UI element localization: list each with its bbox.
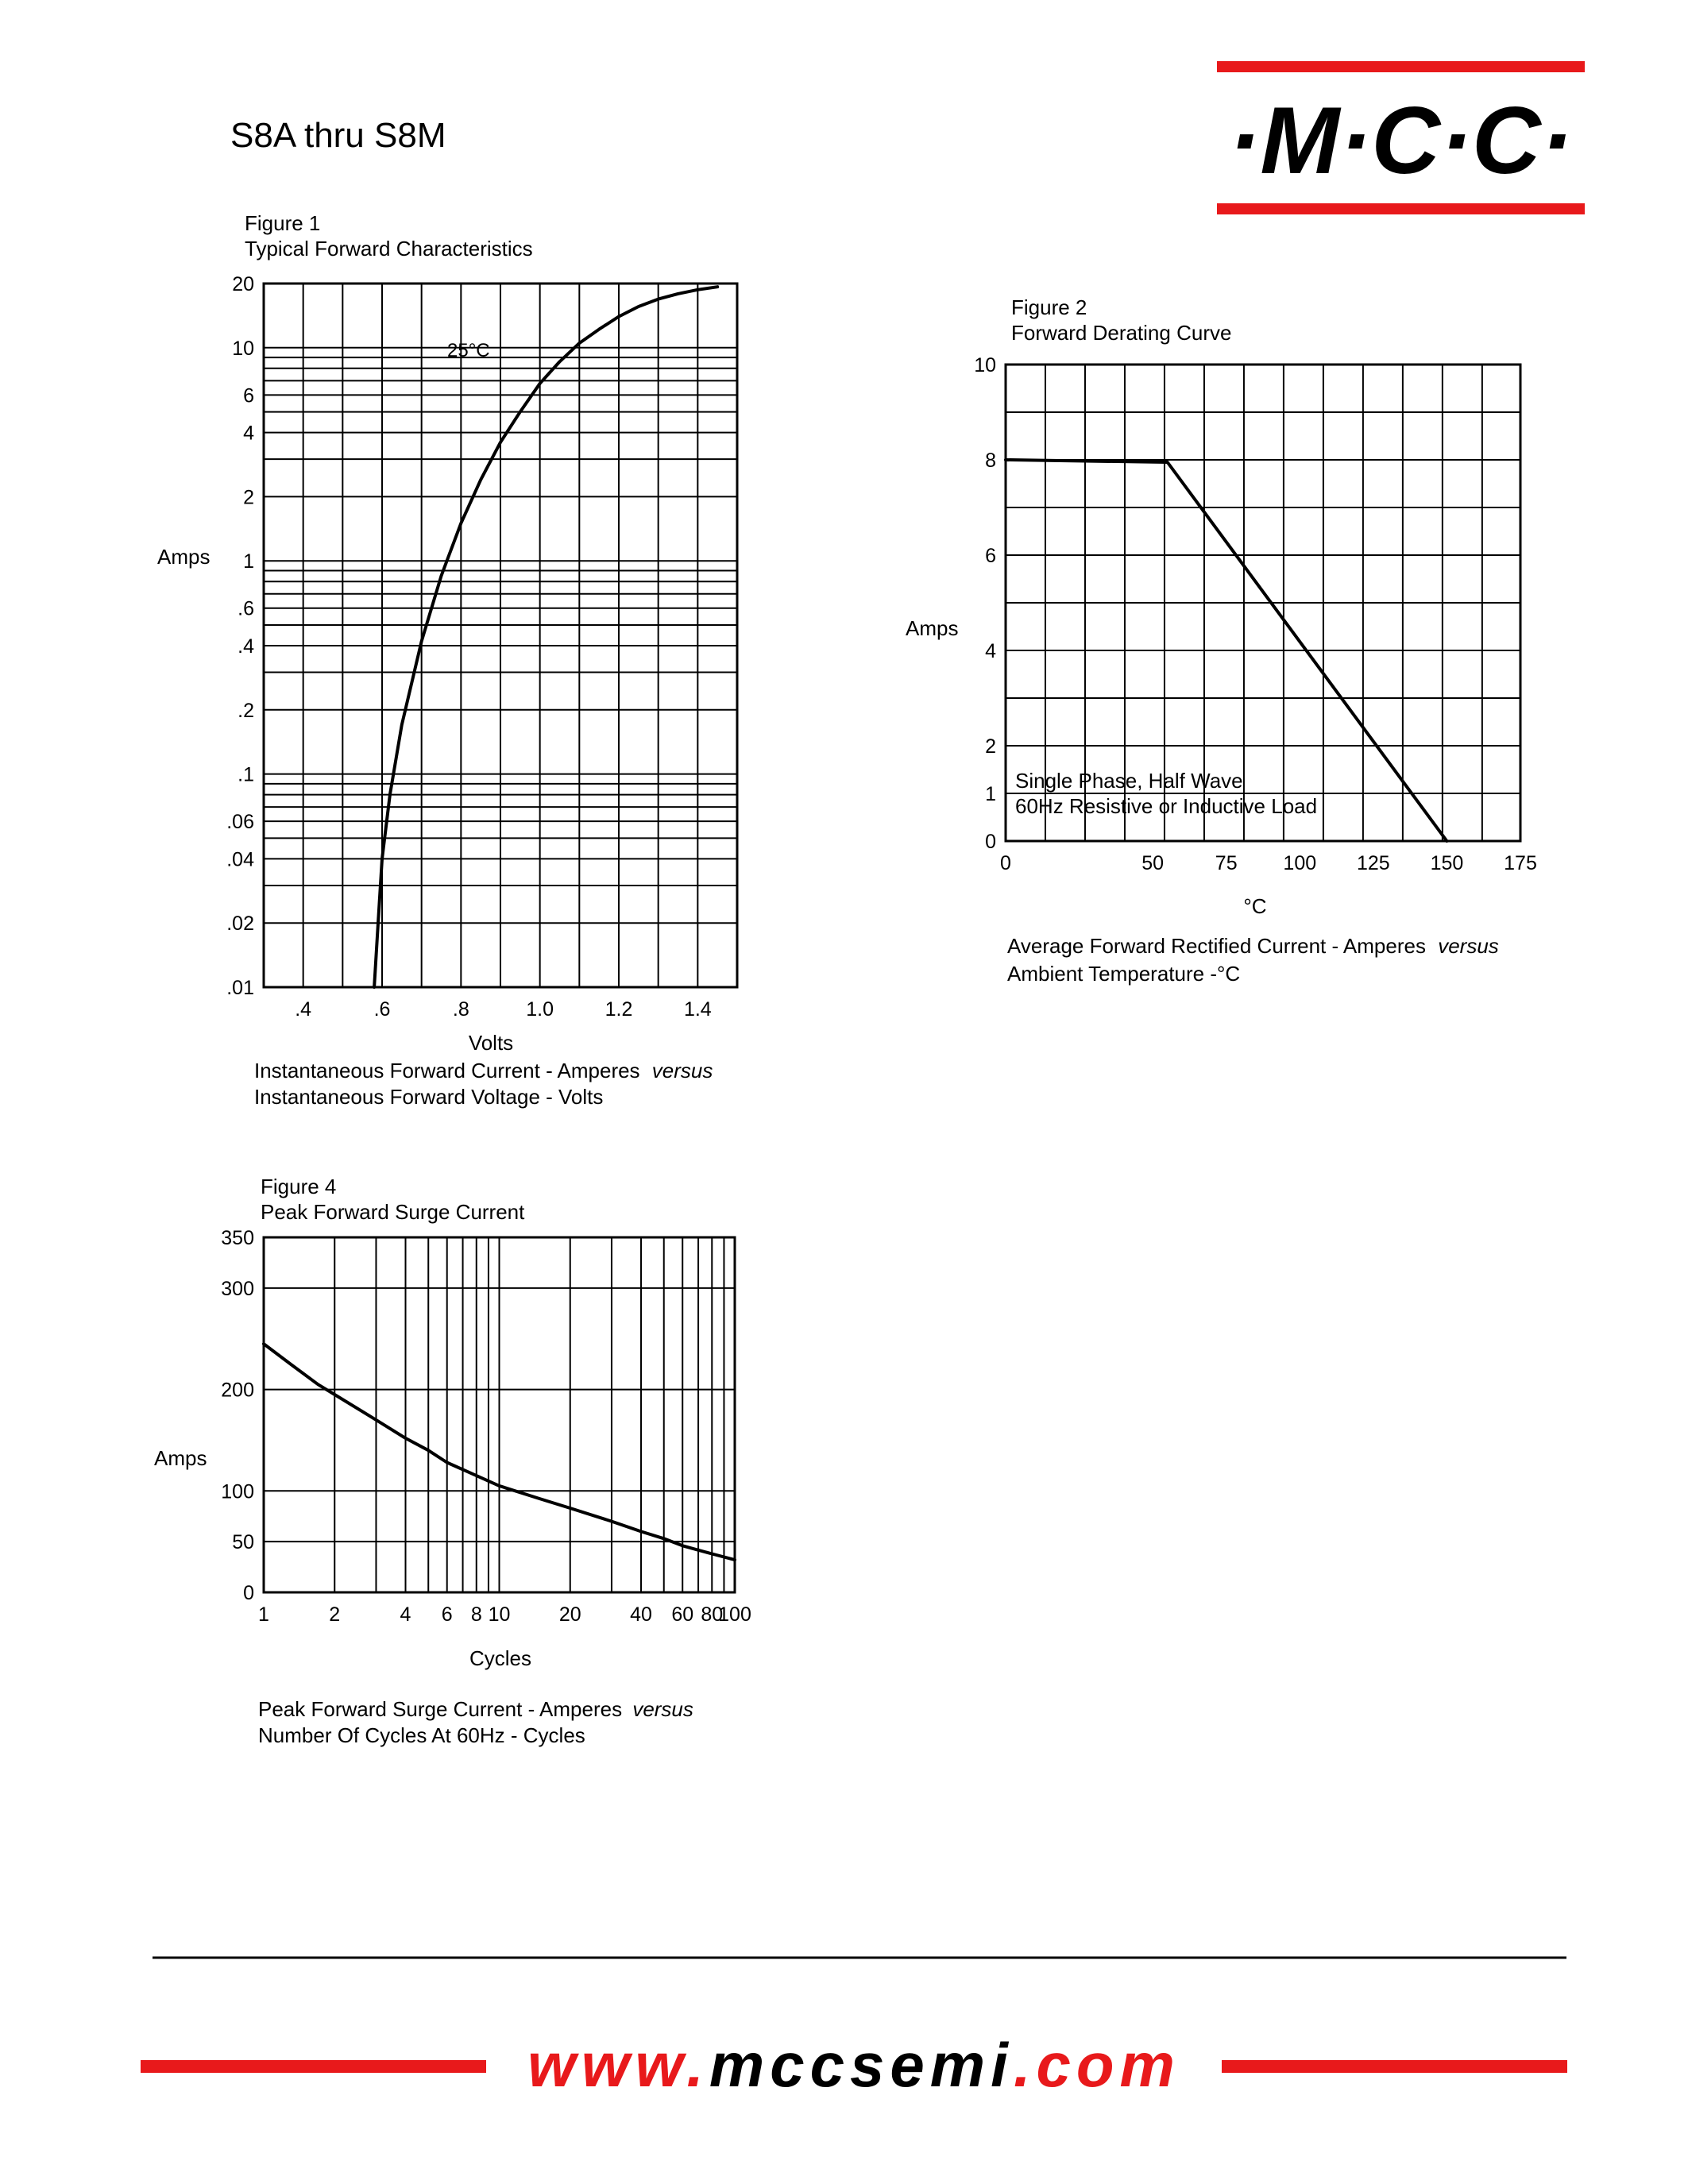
fig2-x-tick-label: 50 <box>1141 852 1165 874</box>
figure-2-caption-versus: versus <box>1438 934 1499 958</box>
fig2-x-tick-label: 125 <box>1356 852 1390 874</box>
figure-4-caption-versus: versus <box>632 1697 693 1721</box>
fig1-y-tick-label: .04 <box>226 848 254 871</box>
figure-4-y-axis-label: Amps <box>154 1446 207 1470</box>
fig4-x-tick-label: 80 <box>701 1603 724 1626</box>
figure-2-x-axis-label: °C <box>1243 894 1267 918</box>
figure-1 <box>157 211 737 1109</box>
fig1-x-tick-label: 1.2 <box>605 998 633 1021</box>
figure-1-caption-line2: Instantaneous Forward Voltage - Volts <box>254 1085 604 1109</box>
footer-left-bar <box>141 2060 486 2073</box>
logo-text: ·M·C·C· <box>1228 87 1573 194</box>
fig1-y-tick-label: 10 <box>232 337 254 360</box>
fig2-x-tick-label: 150 <box>1430 852 1464 874</box>
fig4-x-tick-label: 60 <box>671 1603 694 1626</box>
fig2-y-tick-label: 0 <box>985 831 996 853</box>
figure-1-title: Typical Forward Characteristics <box>245 237 533 260</box>
fig4-y-tick-label: 350 <box>221 1227 254 1249</box>
fig1-y-tick-label: .2 <box>238 699 254 722</box>
figure-1-label: Figure 1 <box>245 211 321 235</box>
figure-2-annotation-line1: Single Phase, Half Wave <box>1015 769 1243 793</box>
logo-top-bar <box>1217 61 1585 72</box>
figure-2-caption-line1 <box>1007 934 1499 958</box>
figure-2-annotation-line2: 60Hz Resistive or Inductive Load <box>1015 794 1318 818</box>
fig1-y-tick-label: .1 <box>238 763 254 786</box>
figure-1-caption-main: Instantaneous Forward Current - Amperes <box>254 1059 640 1082</box>
figure-4-y-ticks <box>221 1227 254 1604</box>
fig1-y-tick-label: .06 <box>226 811 254 834</box>
fig4-x-tick-label: 2 <box>329 1603 341 1626</box>
fig4-x-tick-label: 100 <box>718 1603 751 1626</box>
fig1-x-tick-label: .4 <box>295 998 312 1021</box>
fig1-x-tick-label: 1.4 <box>683 998 712 1021</box>
fig1-y-tick-label: 1 <box>243 550 254 573</box>
fig2-y-tick-label: 8 <box>985 450 996 472</box>
fig1-y-tick-label: .02 <box>226 913 254 936</box>
fig2-y-tick-label: 6 <box>985 545 996 567</box>
fig4-x-tick-label: 40 <box>630 1603 652 1626</box>
fig1-y-tick-label: 6 <box>243 384 254 407</box>
part-title: S8A thru S8M <box>230 116 446 155</box>
figure-2-caption-main: Average Forward Rectified Current - Amperes <box>1007 934 1426 958</box>
figure-4-caption-line1 <box>258 1697 693 1721</box>
figure-2-y-axis-label: Amps <box>906 616 959 640</box>
footer-url-suffix: .com <box>1013 2030 1180 2100</box>
fig1-y-tick-label: 4 <box>243 422 254 445</box>
fig1-y-tick-label: .4 <box>238 635 254 658</box>
fig4-x-tick-label: 4 <box>400 1603 411 1626</box>
fig4-x-tick-label: 8 <box>470 1603 482 1626</box>
figure-2-title: Forward Derating Curve <box>1011 321 1232 345</box>
fig4-x-tick-label: 10 <box>488 1603 511 1626</box>
fig1-x-tick-label: .6 <box>373 998 391 1021</box>
fig2-y-tick-label: 10 <box>974 354 996 376</box>
figure-4-title: Peak Forward Surge Current <box>261 1200 525 1224</box>
fig2-x-tick-label: 175 <box>1504 852 1537 874</box>
footer-url-domain: mccsemi <box>709 2030 1014 2100</box>
figure-1-x-ticks <box>295 998 712 1021</box>
figure-1-annotation: 25°C <box>447 340 490 361</box>
footer-right-bar <box>1222 2060 1567 2073</box>
figure-4 <box>154 1175 751 1747</box>
figure-4-x-ticks <box>258 1603 751 1626</box>
figure-2-caption-line2: Ambient Temperature -°C <box>1007 962 1241 986</box>
fig4-y-tick-label: 300 <box>221 1277 254 1300</box>
fig4-y-tick-label: 100 <box>221 1480 254 1503</box>
figure-2-label: Figure 2 <box>1011 295 1087 319</box>
fig1-x-tick-label: .8 <box>452 998 469 1021</box>
figure-1-x-axis-label: Volts <box>468 1031 514 1055</box>
fig2-y-tick-label: 2 <box>985 735 996 758</box>
figure-4-x-axis-label: Cycles <box>469 1646 532 1670</box>
fig4-y-tick-label: 50 <box>232 1531 254 1554</box>
fig1-y-tick-label: 2 <box>243 486 254 509</box>
figure-1-y-axis-label: Amps <box>157 545 211 569</box>
fig1-y-tick-label: .01 <box>226 977 254 999</box>
fig2-x-tick-label: 0 <box>1000 852 1011 874</box>
figure-1-grid <box>264 284 737 987</box>
footer-website-link[interactable] <box>527 2030 1180 2100</box>
fig1-x-tick-label: 1.0 <box>526 998 554 1021</box>
figure-4-label: Figure 4 <box>261 1175 337 1198</box>
fig2-y-tick-label: 4 <box>985 640 996 662</box>
fig4-x-tick-label: 20 <box>558 1603 581 1626</box>
fig2-x-tick-label: 75 <box>1215 852 1238 874</box>
fig4-x-tick-label: 1 <box>258 1603 269 1626</box>
fig2-x-tick-label: 100 <box>1283 852 1317 874</box>
figure-1-caption-line1 <box>254 1059 713 1082</box>
figure-4-caption-main: Peak Forward Surge Current - Amperes <box>258 1697 623 1721</box>
figure-4-caption-line2: Number Of Cycles At 60Hz - Cycles <box>258 1723 585 1747</box>
figure-2 <box>906 295 1537 986</box>
fig1-y-tick-label: .6 <box>238 597 254 620</box>
fig4-y-tick-label: 200 <box>221 1379 254 1402</box>
figure-2-x-ticks <box>1000 852 1537 874</box>
fig2-y-tick-label: 1 <box>985 783 996 805</box>
figure-1-series-line <box>374 287 717 987</box>
footer-url-prefix: www. <box>527 2030 709 2100</box>
figure-1-y-ticks <box>226 273 254 999</box>
fig1-y-tick-label: 20 <box>232 273 254 295</box>
fig4-x-tick-label: 6 <box>441 1603 453 1626</box>
figure-1-caption-versus: versus <box>651 1059 713 1082</box>
logo-bottom-bar <box>1217 203 1585 214</box>
fig4-y-tick-label: 0 <box>243 1582 254 1604</box>
mcc-logo <box>1217 61 1585 214</box>
figure-2-y-ticks <box>974 354 996 853</box>
